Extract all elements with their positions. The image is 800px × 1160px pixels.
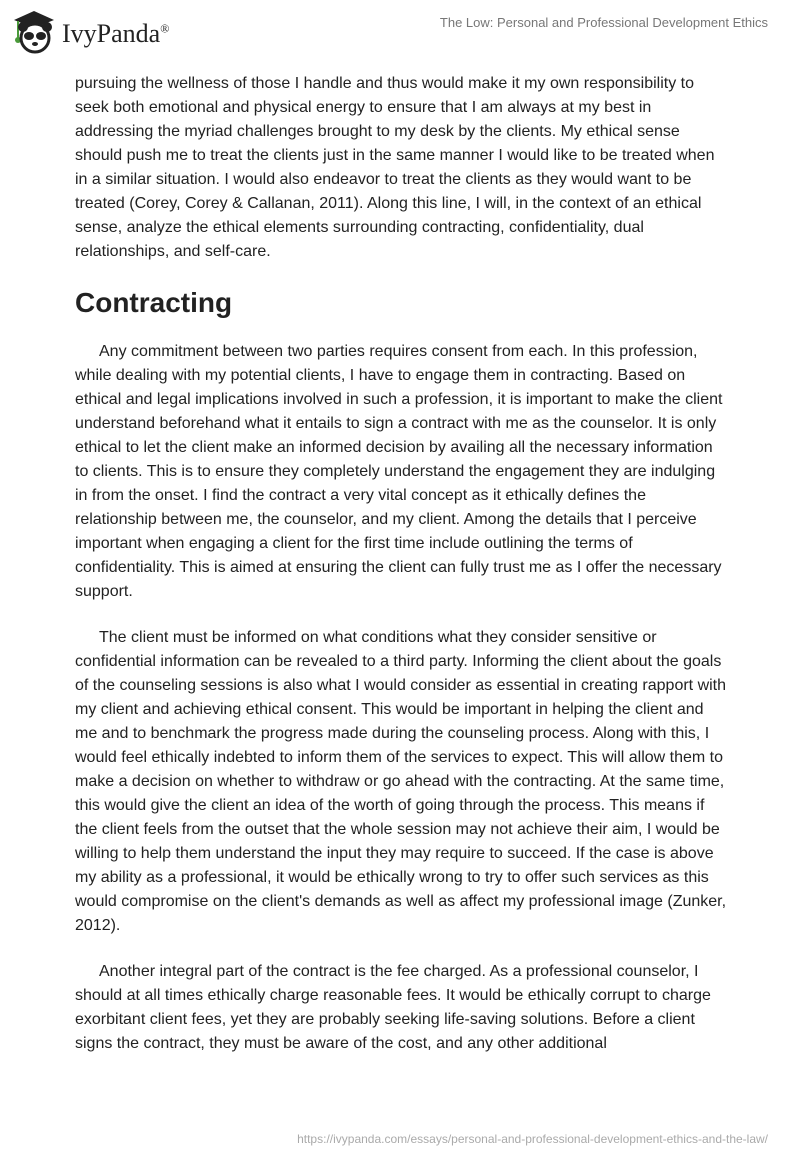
- essay-content: [75, 72, 727, 1078]
- section-heading: Contracting: [75, 287, 233, 318]
- brand-name: IvyPanda®: [62, 19, 170, 48]
- paragraph: pursuing the wellness of those I handle and thus would make it my own responsibility to seek both emotional and physical energy to ensure that I am always at my best in addressing the myriad challenges brought to my desk by the clients. My ethical sense should push me to treat the clients just in the same manner I would like to be treated when in a similar situation. I would also endeavor to treat the clients as they would want to be treated (Corey, Corey & Callanan, 2011). Along this line, I will, in the context of an ethical sense, analyze the ethical elements surrounding contracting, confidentiality, dual relationships, and self-care.: [75, 75, 715, 260]
- page-header: [0, 0, 800, 60]
- document-title: The Low: Personal and Professional Development Ethics: [439, 15, 768, 30]
- paragraph: The client must be informed on what conditions what they consider sensitive or confidential information can be revealed to a third party. Informing the client about the goals of the counseling sessions is also what I would consider as essential in creating rapport with my client and achieving ethical consent. This would be important in helping the client and me and to benchmark the progress made during the counseling process. Along with this, I would feel ethically indebted to inform them of the services to expect. This will allow them to make a decision on whether to withdraw or go ahead with the contracting. At the same time, this would give the client an idea of the worth of going through the process. This means if the client feels from the outset that the whole session may not achieve their aim, I would be willing to help them understand the input they may require to succeed. If the case is above my ability as a professional, it would be ethically wrong to try to offer such services as this would compromise on the client's demands as well as affect my professional image (Zunker, 2012).: [75, 629, 727, 934]
- panda-graduate-icon: [12, 8, 56, 54]
- source-url[interactable]: https://ivypanda.com/essays/personal-and-professional-development-ethics-and-the-law/: [297, 1132, 768, 1146]
- paragraph: Any commitment between two parties requires consent from each. In this profession, while dealing with my potential clients, I have to engage them in contracting. Based on ethical and legal implications involved in such a profession, it is important to make the client understand beforehand what it entails to sign a contract with me as the counselor. It is only ethical to let the client make an informed decision by availing all the necessary information to clients. This is to ensure they completely understand the engagement they are indulging in from the onset. I find the contract a very vital concept as it ethically defines the relationship between me, the counselor, and my client. Among the details that I perceive important when engaging a client for the first time include outlining the terms of confidentiality. This is aimed at ensuring the client can fully trust me as I offer the necessary support.: [75, 343, 723, 600]
- paragraph: Another integral part of the contract is the fee charged. As a professional counselor, I should at all times ethically charge reasonable fees. It would be ethically corrupt to charge exorbitant client fees, yet they are probably seeking life-saving solutions. Before a client signs the contract, they must be aware of the cost, and any other additional: [75, 963, 711, 1052]
- ivypanda-logo[interactable]: [12, 8, 169, 54]
